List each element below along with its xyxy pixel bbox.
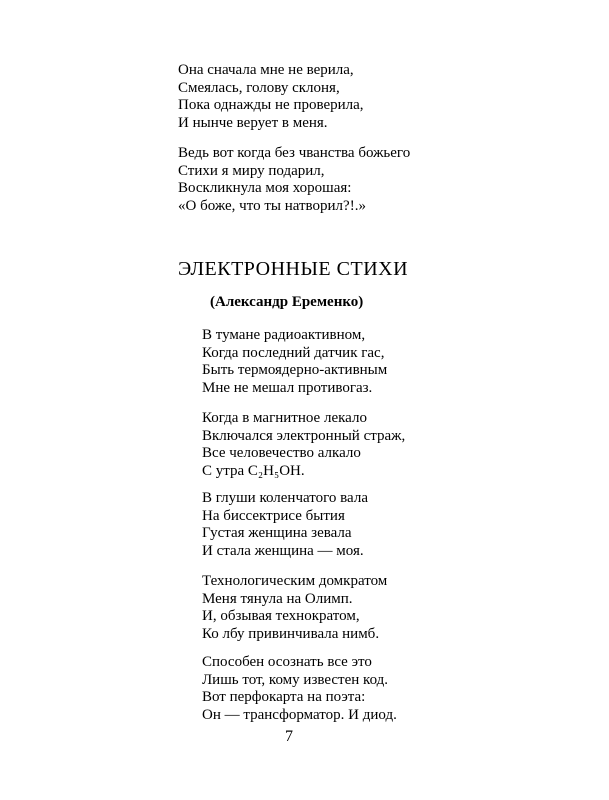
poem-line: Мне не мешал противогаз.	[202, 379, 373, 396]
poem-line: Лишь тот, кому известен код.	[202, 671, 389, 688]
poem-line: Пока однажды не проверила,	[178, 97, 364, 113]
page-number: 7	[285, 728, 293, 745]
poem-line: «О боже, что ты натворил?!.»	[178, 197, 366, 214]
poem-line: Вот перфокарта на поэта:	[202, 689, 366, 705]
poem-line: Густая женщина зевала	[202, 525, 352, 541]
poem-stanza-4	[202, 573, 387, 643]
poem-line: Когда в магнитное лекало	[202, 410, 367, 426]
previous-poem-stanza-1	[178, 62, 364, 132]
previous-poem-stanza-2	[178, 145, 410, 215]
poem-line: Он — трансформатор. И диод.	[202, 706, 397, 723]
poem-stanza-2	[202, 410, 405, 480]
poem-line: Способен осознать все это	[202, 654, 372, 670]
poem-line: На биссектрисе бытия	[202, 507, 345, 524]
poem-line: И, обзывая технократом,	[202, 608, 360, 624]
poem-line: Смеялась, голову склоня,	[178, 79, 340, 96]
poem-line: В глуши коленчатого вала	[202, 490, 368, 506]
poem-line: Включался электронный страж,	[202, 427, 406, 444]
poem-line: С утра C₂H₅OH.	[202, 462, 305, 479]
poem-line: Когда последний датчик гас,	[202, 344, 385, 361]
poem-stanza-3	[202, 490, 368, 560]
poem-line: Все человечество алкало	[202, 445, 361, 461]
poem-line: Быть термоядерно-активным	[202, 362, 388, 378]
poem-line: Ведь вот когда без чванства божьего	[178, 145, 411, 161]
poem-line: Стихи я миру подарил,	[178, 162, 325, 179]
poem-stanza-1	[202, 327, 387, 397]
poem-line: Она сначала мне не верила,	[178, 62, 354, 78]
poem-title: ЭЛЕКТРОННЫЕ СТИХИ	[178, 258, 409, 280]
poem-line: И стала женщина — моя.	[202, 542, 364, 559]
poem-line: В тумане радиоактивном,	[202, 327, 366, 343]
poem-line: И нынче верует в меня.	[178, 114, 328, 131]
poem-line: Меня тянула на Олимп.	[202, 590, 353, 607]
poem-line: Технологическим домкратом	[202, 573, 388, 589]
poem-author: (Александр Еременко)	[210, 294, 364, 310]
poem-line: Воскликнула моя хорошая:	[178, 180, 352, 196]
poem-stanza-5	[202, 654, 397, 724]
poem-line: Ко лбу привинчивала нимб.	[202, 625, 380, 642]
